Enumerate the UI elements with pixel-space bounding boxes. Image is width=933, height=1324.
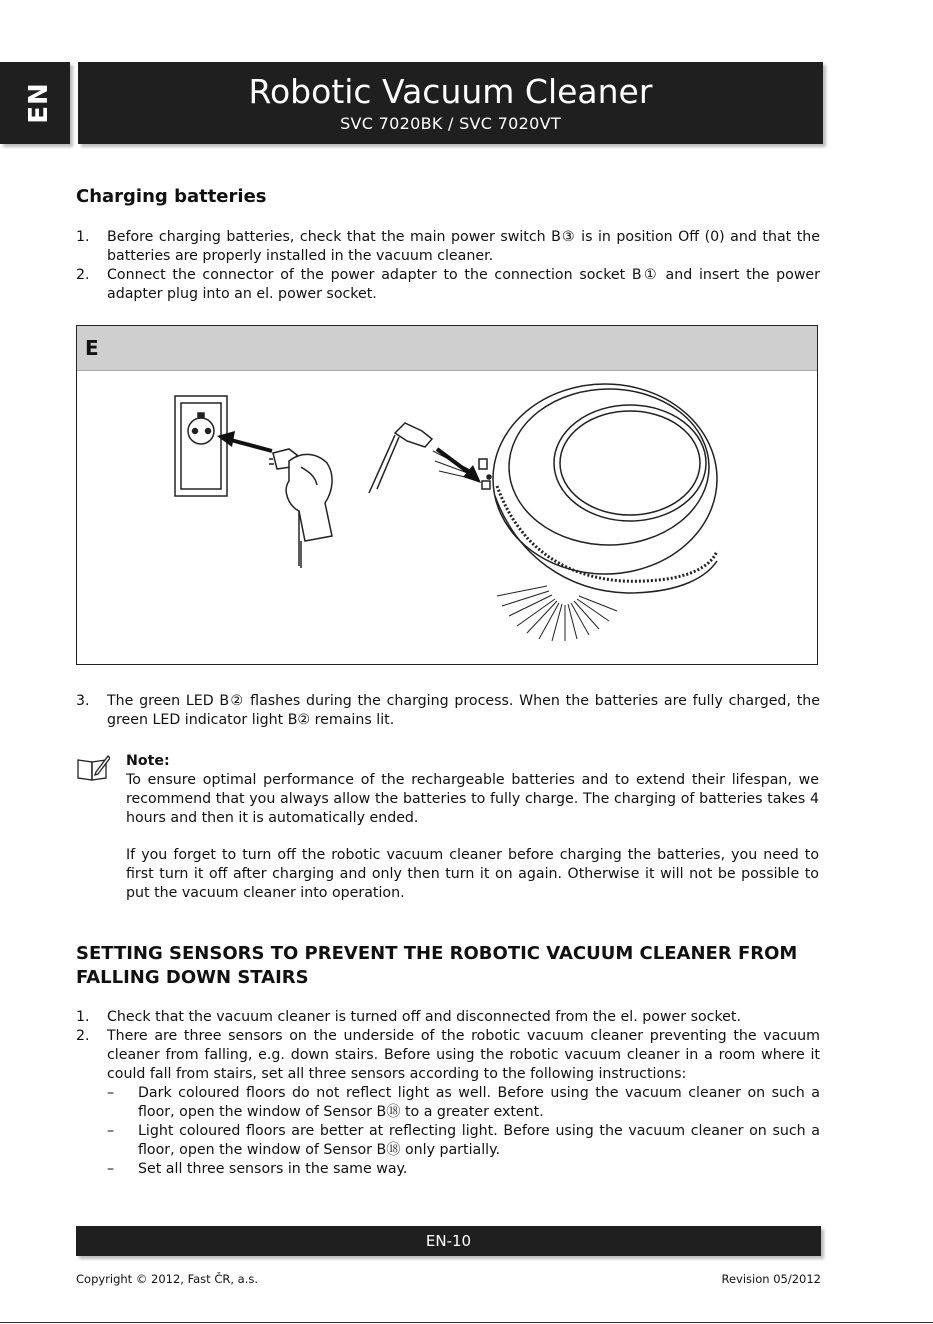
section-title-sensors: SETTING SENSORS TO PREVENT THE ROBOTIC VACUUM CLEANER FROM FALLING DOWN STAIRS	[76, 943, 798, 988]
page-header	[78, 62, 823, 144]
note-heading: Note:	[126, 753, 170, 769]
arrow-icon	[437, 449, 481, 483]
sub-item-dash: –	[107, 1161, 115, 1177]
page-number: EN-10	[425, 1232, 472, 1250]
note-book-icon	[76, 754, 110, 784]
language-label: EN	[23, 82, 54, 124]
bottom-divider	[0, 1322, 933, 1323]
wall-socket-icon	[175, 396, 227, 496]
sub-item	[107, 1084, 820, 1122]
sub-item	[107, 1122, 820, 1160]
item-text: Before charging batteries, check that the main power switch B③ is in position Off (0) and that the batteries are properly installed in the vacuum cleaner.	[107, 229, 820, 264]
note-block	[126, 752, 819, 921]
dc-connector-icon	[369, 423, 432, 493]
figure-label: E	[77, 326, 817, 371]
item-number: 2.	[76, 267, 90, 283]
item-text: There are three sensors on the underside of the robotic vacuum cleaner preventing the vacuum cleaner from falling, e.g. down stairs. Before using the robotic vacuum cleaner in a room where it could fall from stairs, set all three sensors according to the following instructions:	[107, 1028, 820, 1082]
model-numbers: SVC 7020BK / SVC 7020VT	[340, 114, 561, 133]
charging-steps	[76, 228, 820, 304]
list-item	[76, 692, 820, 730]
note-paragraph: If you forget to turn off the robotic vacuum cleaner before charging the batteries, you need to first turn it off after charging and only then turn it on again. Otherwise it will not be possible to put the vacuum cleaner into operation.	[126, 847, 819, 901]
charging-illustration	[77, 371, 817, 664]
item-number: 1.	[76, 1009, 90, 1025]
sub-item-text: Light coloured floors are better at reflecting light. Before using the vacuum cleaner on such a floor, open the window of Sensor B⑱ only partially.	[138, 1123, 820, 1158]
list-item	[76, 228, 820, 266]
note-paragraph: To ensure optimal performance of the rechargeable batteries and to extend their lifespan, we recommend that you always allow the batteries to fully charge. The charging of batteries takes 4 hours and then it is automatically ended.	[126, 772, 819, 826]
copyright: Copyright © 2012, Fast ČR, a.s.	[76, 1272, 259, 1286]
list-item	[76, 1008, 820, 1027]
sub-item	[107, 1160, 820, 1179]
item-number: 2.	[76, 1028, 90, 1044]
list-item	[76, 266, 820, 304]
sensor-steps	[76, 1008, 820, 1179]
item-text: Connect the connector of the power adapter to the connection socket B① and insert the power adapter plug into an el. power socket.	[107, 267, 820, 302]
page-number-bar	[76, 1226, 821, 1256]
sub-item-text: Dark coloured floors do not reflect light as well. Before using the vacuum cleaner on such a floor, open the window of Sensor B⑱ to a greater extent.	[138, 1085, 820, 1120]
page-title: Robotic Vacuum Cleaner	[248, 72, 653, 111]
arrow-icon	[217, 431, 272, 451]
sub-item-dash: –	[107, 1123, 115, 1139]
sub-item-dash: –	[107, 1085, 115, 1101]
item-text: Check that the vacuum cleaner is turned off and disconnected from the el. power socket.	[107, 1009, 741, 1025]
figure-e	[76, 325, 818, 665]
section-title-charging: Charging batteries	[76, 186, 267, 207]
item-text: The green LED B② flashes during the charging process. When the batteries are fully charged, the green LED indicator light B② remains lit.	[107, 693, 820, 728]
charging-steps-continued	[76, 692, 820, 730]
robot-vacuum-icon	[479, 384, 717, 593]
list-item	[76, 1027, 820, 1179]
item-number: 1.	[76, 229, 90, 245]
language-tab	[0, 62, 70, 144]
sub-item-text: Set all three sensors in the same way.	[138, 1161, 408, 1177]
revision: Revision 05/2012	[721, 1272, 821, 1286]
hand-with-plug-icon	[269, 449, 332, 568]
item-number: 3.	[76, 693, 90, 709]
